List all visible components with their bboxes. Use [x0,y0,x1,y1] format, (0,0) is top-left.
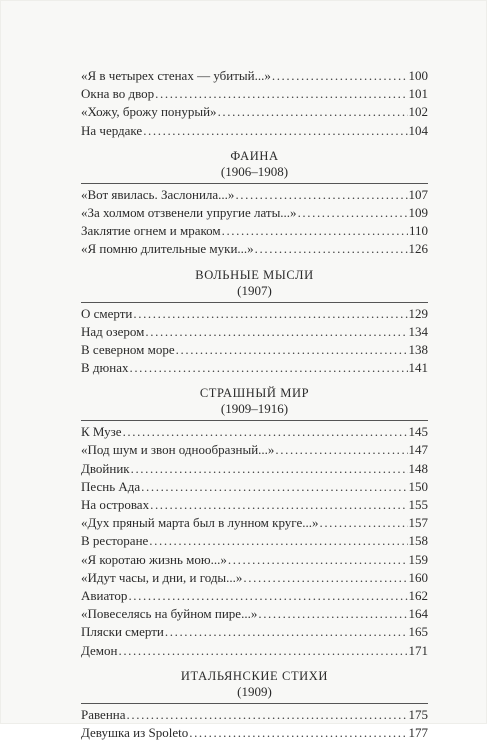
entry-page-number: 159 [408,551,428,567]
toc-entry[interactable] [81,587,428,605]
toc-entry[interactable] [81,441,428,459]
entry-page-number: 101 [408,86,428,102]
dot-leader [176,341,408,359]
entry-page-number: 162 [408,587,428,603]
toc-entry[interactable] [81,423,428,441]
section-title: СТРАШНЫЙ МИР [199,386,310,401]
entry-title: На чердаке [81,122,143,138]
toc-entry[interactable] [81,605,428,623]
dot-leader [228,551,408,569]
entry-page-number: 148 [408,460,428,476]
section-title: ИТАЛЬЯНСКИЕ СТИХИ [180,668,329,683]
entry-title: «Идут часы, и дни, и годы...» [81,569,243,585]
entry-title: Девушка из Spoleto [81,724,189,740]
toc-entry[interactable] [81,551,428,569]
dot-leader [155,85,407,103]
toc-entry[interactable] [81,724,428,742]
dot-leader [243,569,407,587]
dot-leader [255,240,408,258]
section-rule [81,183,428,184]
entry-page-number: 109 [408,204,428,220]
entry-title: На островах [81,497,150,512]
entry-page-number: 150 [408,478,428,494]
toc-entry[interactable] [81,359,428,377]
section-title: ВОЛЬНЫЕ МЫСЛИ [195,267,314,282]
dot-leader [128,587,407,605]
entry-title: О смерти [81,305,133,321]
dot-leader [141,478,407,496]
dot-leader [189,724,407,742]
toc-entry[interactable] [81,186,428,204]
toc-entry[interactable] [81,496,428,514]
entry-title: «Я коротаю жизнь мою...» [81,551,227,567]
entry-title: Двойник [81,460,130,476]
toc-entry[interactable] [81,514,428,532]
section-rule [81,703,428,704]
dot-leader [275,441,407,459]
entry-title: Окна во двор [81,86,155,102]
entry-title: «Хожу, брожу понурый» [81,104,217,120]
toc-entry[interactable] [81,623,428,641]
toc-entry[interactable] [81,204,428,222]
entry-title: «Вот явилась. Заслонила...» [81,186,235,202]
dot-leader [133,305,407,323]
toc-entry[interactable] [81,460,428,478]
dot-leader [149,532,407,550]
entry-title: Над озером [81,323,145,339]
toc-entry[interactable] [81,240,428,258]
entry-page-number: 138 [408,341,428,357]
section-years: (1909–1916) [220,401,289,417]
section-title: ФАИНА [230,148,279,163]
entry-title: Песнь Ада [81,478,141,494]
entry-page-number: 134 [408,323,428,339]
entry-title: К Музе [81,424,122,440]
entry-page-number: 160 [408,569,428,585]
entry-page-number: 110 [408,223,428,239]
section-years: (1906–1908) [220,163,289,179]
entry-page-number: 171 [408,642,428,658]
toc-entry[interactable] [81,706,428,724]
entry-page-number: 100 [408,68,428,83]
entry-title: В северном море [81,341,175,357]
entry-page-number: 126 [408,241,428,257]
toc-entry[interactable] [81,85,428,103]
toc-entry[interactable] [81,323,428,341]
section-years: (1909) [237,683,272,699]
entry-title: Пляски смерти [81,624,164,640]
entry-title: «Я в четырех стенах — убитый...» [81,68,271,83]
entry-title: «За холмом отзвенели упругие латы...» [81,204,297,220]
entry-title: Демон [81,642,118,658]
toc-entry[interactable] [81,103,428,121]
toc-entry[interactable] [81,67,428,85]
section-years: (1907) [237,282,272,298]
entry-page-number: 147 [408,442,428,458]
entry-title: Равенна [81,706,126,722]
dot-leader [143,122,407,140]
dot-leader [235,186,407,204]
dot-leader [129,359,407,377]
dot-leader [145,323,407,341]
entry-page-number: 141 [408,360,428,376]
entry-page-number: 107 [408,186,428,202]
entry-page-number: 145 [408,424,428,440]
entry-page-number: 164 [408,606,428,622]
toc-entry[interactable] [81,222,428,240]
dot-leader [298,204,408,222]
toc-entry[interactable] [81,305,428,323]
dot-leader [272,67,408,85]
entry-page-number: 157 [408,515,428,531]
dot-leader [150,496,407,514]
dot-leader [218,103,408,121]
dot-leader [118,642,407,660]
toc-entry[interactable] [81,569,428,587]
toc-entry[interactable] [81,478,428,496]
dot-leader [319,514,407,532]
section-rule [81,302,428,303]
dot-leader [127,706,408,724]
entry-title: «Дух пряный марта был в лунном круге...» [81,515,319,531]
dot-leader [131,460,408,478]
toc-entry[interactable] [81,122,428,140]
toc-entry[interactable] [81,341,428,359]
entry-title: Заклятие огнем и мраком [81,223,221,239]
entry-title: В ресторане [81,533,149,549]
entry-page-number: 175 [408,706,428,722]
section-heading [81,668,428,700]
entry-title: Авиатор [81,587,128,603]
dot-leader [258,605,407,623]
entry-page-number: 129 [408,305,428,321]
toc-entry[interactable] [81,532,428,550]
entry-page-number: 165 [408,624,428,640]
entry-page-number: 104 [408,122,428,138]
dot-leader [222,222,408,240]
entry-title: В дюнах [81,360,129,376]
entry-title: «Я помню длительные муки...» [81,241,254,257]
section-heading [81,267,428,299]
entry-page-number: 155 [408,497,428,512]
dot-leader [165,623,408,641]
table-of-contents [81,67,428,742]
entry-page-number: 158 [408,533,428,549]
section-heading [81,385,428,417]
entry-title: «Повеселясь на буйном пире...» [81,606,258,622]
section-rule [81,420,428,421]
entry-page-number: 102 [408,104,428,120]
entry-page-number: 177 [408,724,428,740]
entry-title: «Под шум и звон однообразный...» [81,442,275,458]
section-heading [81,148,428,180]
dot-leader [123,423,408,441]
toc-entry[interactable] [81,642,428,660]
